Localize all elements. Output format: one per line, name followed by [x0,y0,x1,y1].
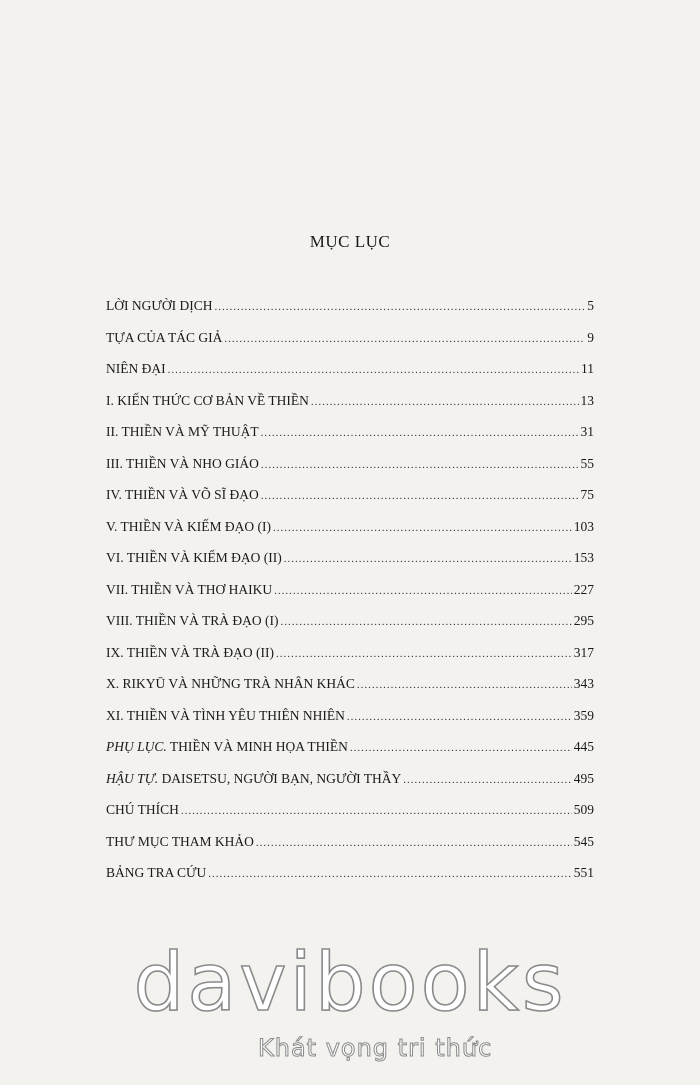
dot-leader [214,297,585,317]
entry-title: VIII. THIỀN VÀ TRÀ ĐẠO (I) [106,613,279,628]
entry-title: VI. THIỀN VÀ KIẾM ĐẠO (II) [106,550,282,565]
dot-leader [276,644,572,664]
entry-page-number: 551 [573,865,594,880]
entry-page-number: 495 [573,770,594,786]
dot-leader [261,486,579,506]
toc-entry [106,863,594,895]
entry-page-number: 295 [573,613,594,628]
entry-page-number: 317 [573,644,594,660]
entry-page-number: 9 [587,329,594,345]
entry-title: I. KIẾN THỨC CƠ BẢN VỀ THIỀN [106,392,309,408]
toc-entry [106,611,594,643]
entry-title: NIÊN ĐẠI [106,361,166,376]
entry-title [106,737,348,757]
entry-title: X. RIKYŪ VÀ NHỮNG TRÀ NHÂN KHÁC [106,676,355,691]
dot-leader [284,549,572,569]
watermark-brand: davibooks [133,936,567,1029]
dot-leader [261,455,579,475]
entry-page-number: 13 [580,392,594,408]
toc-entry [106,296,594,328]
entry-title: IX. THIỀN VÀ TRÀ ĐẠO (II) [106,644,274,660]
entry-page-number: 5 [587,298,594,313]
toc-entry [106,454,594,486]
dot-leader [256,833,572,853]
entry-page-number: 343 [573,676,594,691]
dot-leader [347,707,572,727]
dot-leader [208,864,572,884]
entry-title [106,769,401,789]
toc-title: MỤC LỤC [309,232,391,251]
entry-title: CHÚ THÍCH [106,802,179,817]
toc-entry [106,706,594,738]
entry-page-number: 227 [573,581,594,597]
toc-entry [106,328,594,360]
toc-entry [106,674,594,706]
dot-leader [403,770,571,790]
entry-page-number: 75 [580,487,594,502]
entry-page-number: 445 [573,739,594,754]
dot-leader [357,675,572,695]
watermark [0,936,700,1062]
entry-title: III. THIỀN VÀ NHO GIÁO [106,455,259,471]
dot-leader [261,423,579,443]
dot-leader [280,612,571,632]
dot-leader [274,581,572,601]
watermark-tagline: Khát vọng tri thức [258,1034,493,1062]
entry-title: BẢNG TRA CỨU [106,865,207,880]
toc-entry [106,737,594,769]
entry-title: V. THIỀN VÀ KIẾM ĐẠO (I) [106,518,271,534]
toc-entry [106,832,594,864]
toc-entry [106,391,594,423]
entry-page-number: 55 [580,455,594,471]
dot-leader [224,329,585,349]
toc-entry [106,643,594,675]
entry-page-number: 509 [573,802,594,817]
dot-leader [350,738,572,758]
dot-leader [181,801,572,821]
toc-entry [106,517,594,549]
toc-entry [106,422,594,454]
toc-entry [106,359,594,391]
toc-entry [106,769,594,801]
entry-title: IV. THIỀN VÀ VÕ SĨ ĐẠO [106,487,259,502]
entry-title: LỜI NGƯỜI DỊCH [106,298,213,313]
entry-prefix: PHỤ LỤC. [106,739,167,754]
entry-title: TỰA CỦA TÁC GIẢ [106,329,223,345]
entry-title: VII. THIỀN VÀ THƠ HAIKU [106,581,273,597]
entry-prefix: HẬU TỰ. [106,770,159,786]
entry-page-number: 31 [580,424,594,439]
entry-page-number: 11 [581,361,594,376]
entry-title-text: THIỀN VÀ MINH HỌA THIỀN [166,739,348,754]
toc-entry [106,485,594,517]
entry-title: XI. THIỀN VÀ TÌNH YÊU THIÊN NHIÊN [106,707,345,723]
dot-leader [273,518,572,538]
entry-page-number: 103 [573,518,594,534]
toc-entry [106,548,594,580]
entry-page-number: 545 [573,833,594,849]
entry-title-text: DAISETSU, NGƯỜI BẠN, NGƯỜI THẦY [158,770,402,786]
toc-list [106,296,594,895]
entry-title: THƯ MỤC THAM KHẢO [106,833,254,849]
entry-page-number: 359 [573,707,594,723]
entry-page-number: 153 [573,550,594,565]
entry-title: II. THIỀN VÀ MỸ THUẬT [106,424,259,439]
dot-leader [168,360,579,380]
dot-leader [311,392,579,412]
toc-entry [106,800,594,832]
toc-entry [106,580,594,612]
